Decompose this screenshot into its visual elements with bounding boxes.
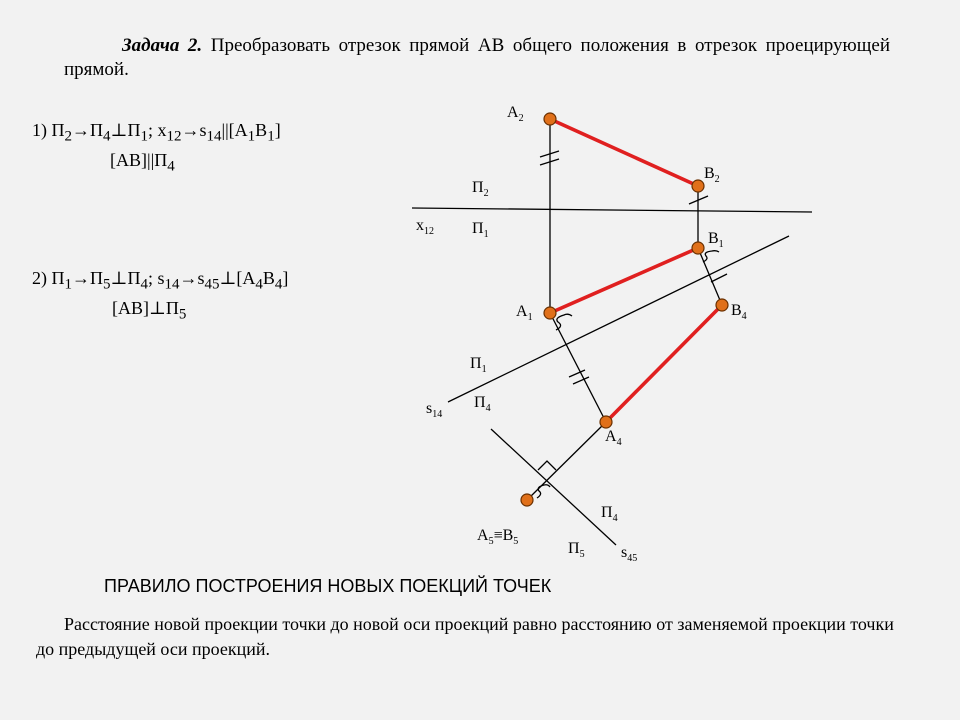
- label-B1: $B_1$: [708, 230, 724, 250]
- task-lead: Задача 2.: [122, 35, 203, 56]
- rule-heading: ПРАВИЛО ПОСТРОЕНИЯ НОВЫХ ПОЕКЦИЙ ТОЧЕК: [104, 576, 552, 596]
- segment-A2B2: [550, 119, 698, 186]
- point-B4: [716, 299, 728, 311]
- point-B2: [692, 180, 704, 192]
- step-2-condition: $[AB]\perp П_5$: [112, 298, 187, 323]
- right-angle-a5: [538, 461, 556, 470]
- label-P5: $П_5$: [568, 540, 585, 560]
- label-A4: $A_4$: [605, 428, 622, 448]
- point-A4: [600, 416, 612, 428]
- label-P2: $П_2$: [472, 179, 489, 199]
- step-2-formula: 2) $П_1\to П_5\perp П_4$; $s_{14}\to s_{45}\perp[А_4В_4]$: [32, 268, 289, 293]
- step-1-formula: 1) $П_2\to П_4\perp П_1$; $x_{12}\to s_{14}||[А_1В_1]$: [32, 120, 281, 145]
- axis-x12: [412, 208, 812, 212]
- rule-text: Расстояние новой проекции точки до новой оси проекций равно расстоянию от заменяемой проекции точки до предыдущей оси проекций.: [36, 614, 894, 659]
- label-A1: $A_1$: [516, 303, 533, 323]
- step-1-condition: $[AB]||П_4$: [110, 150, 175, 175]
- arc-a1: [556, 314, 572, 330]
- label-A5B5: $А_5\equiv В_5$: [477, 527, 519, 547]
- label-A2: $А_2$: [507, 104, 524, 124]
- segment-A1B1: [550, 248, 698, 313]
- label-s45: $s_{45}$: [621, 544, 638, 564]
- link-B1-B4: [698, 248, 722, 305]
- label-B2: $B_2$: [704, 165, 720, 185]
- tick-b4: [711, 274, 727, 282]
- label-P1-lower: $П_1$: [470, 355, 487, 375]
- label-P4-lower: $П_4$: [601, 504, 618, 524]
- label-P4-upper: $П_4$: [474, 394, 491, 414]
- point-B1: [692, 242, 704, 254]
- segment-A4B4: [606, 305, 722, 422]
- task-text: Преобразовать отрезок прямой АВ общего положения в отрезок проецирующей прямой.: [64, 35, 890, 80]
- label-s14: $s_{14}$: [426, 400, 443, 420]
- point-A2: [544, 113, 556, 125]
- point-A5B5: [521, 494, 533, 506]
- arc-a5: [537, 485, 550, 498]
- label-P1-upper: $П_1$: [472, 220, 489, 240]
- label-B4: $B_4$: [731, 302, 747, 322]
- axis-s14: [448, 236, 789, 402]
- point-A1: [544, 307, 556, 319]
- arc-b1: [703, 251, 719, 262]
- label-x12: $x_{12}$: [416, 217, 434, 237]
